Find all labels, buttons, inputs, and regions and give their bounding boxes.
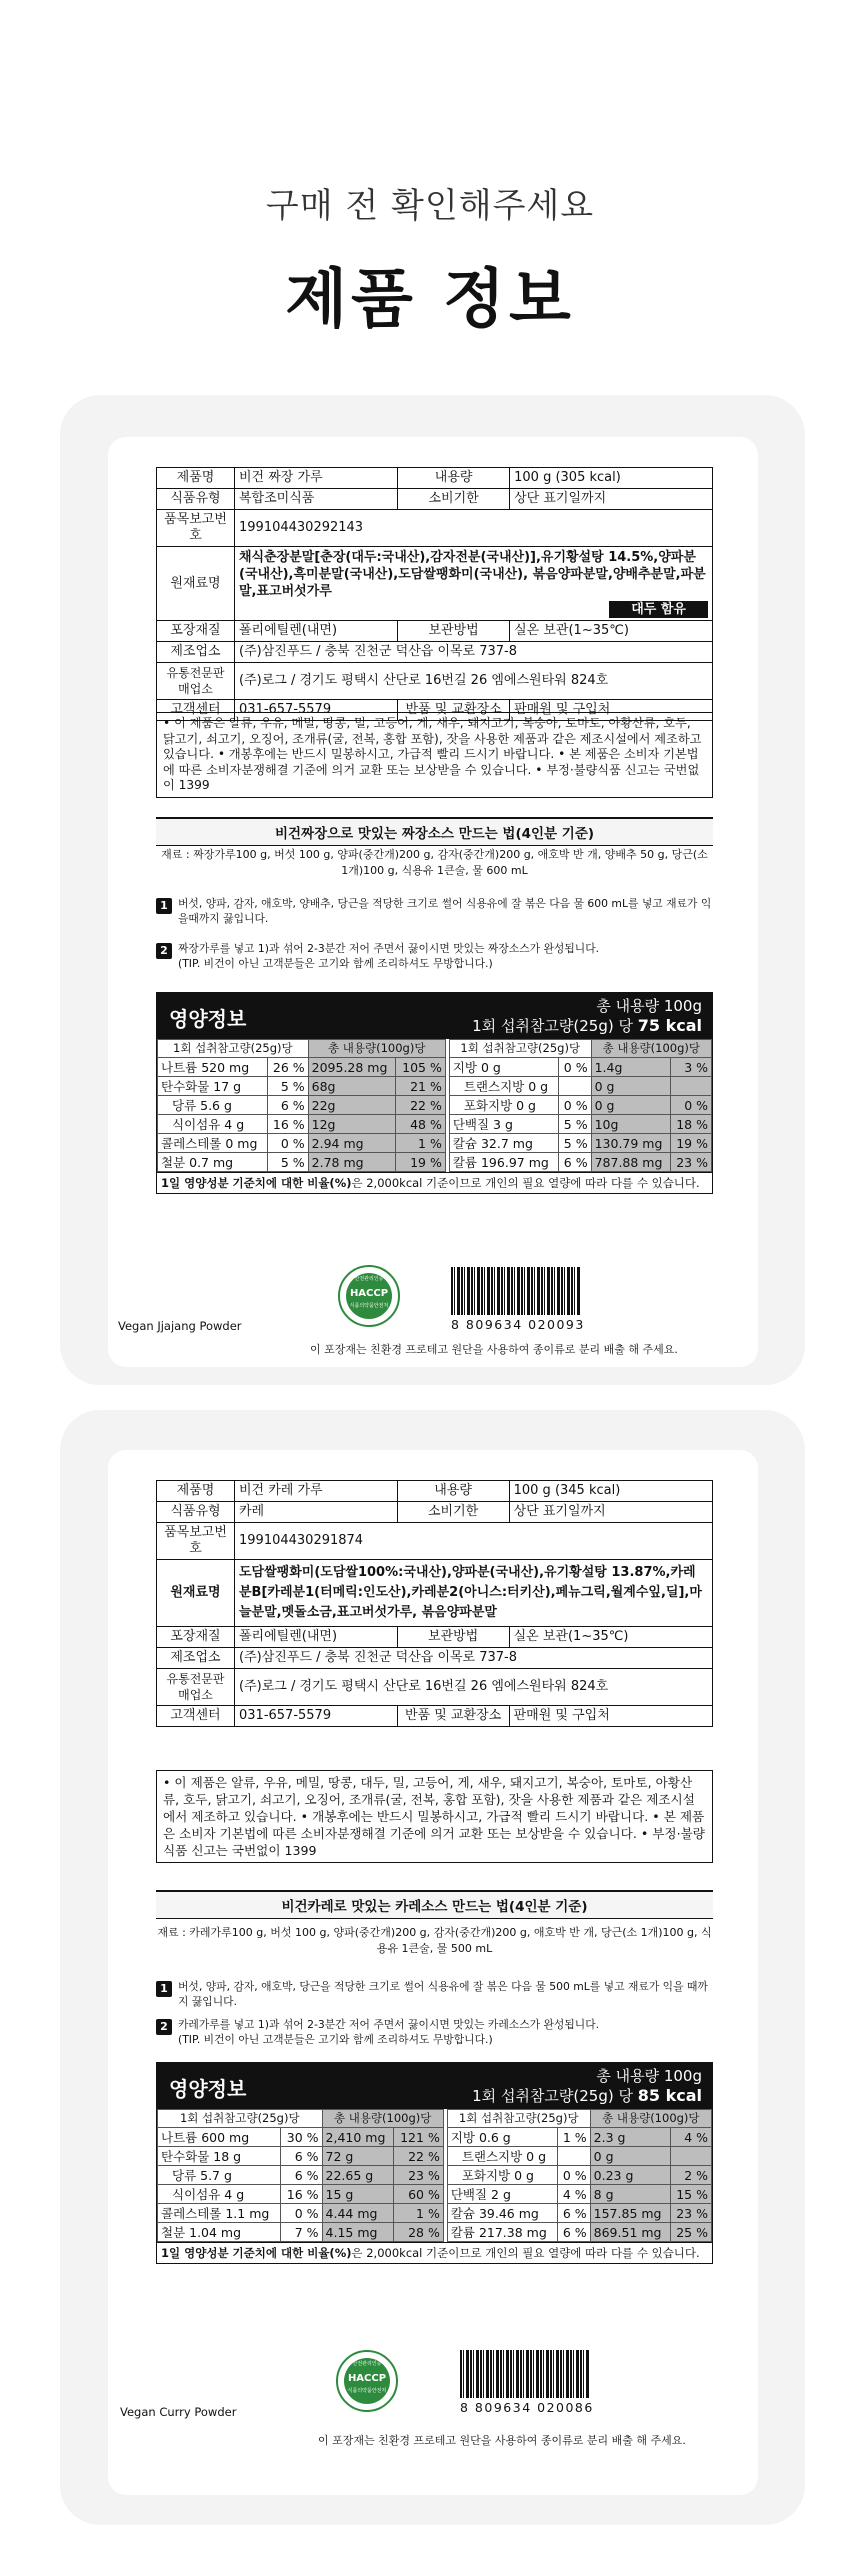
nutrient: 나트륨 600 mg [158,2128,281,2147]
step-number: 1 [156,898,172,914]
nutrient-pct: 6 % [557,2223,590,2242]
nutrient-pct: 16 % [267,1115,308,1134]
nutrient: 포화지방 0 g [447,2166,557,2185]
nutrient-pct: 5 % [267,1153,308,1172]
nutrient-pct: 0 % [558,1058,591,1077]
nutrient: 칼슘 32.7 mg [449,1134,558,1153]
nutrient: 칼륨 196.97 mg [449,1153,558,1172]
table-row [158,1096,712,1115]
nutrient-total-pct: 19 % [670,1134,711,1153]
info-key: 식품유형 [157,1502,235,1523]
barcode-number: 8 809634 020093 [451,1317,585,1332]
nutrient-total: 22g [308,1096,396,1115]
barcode-image [460,2350,590,2398]
nutrient: 당류 5.6 g [158,1096,268,1115]
nutrient: 트랜스지방 0 g [447,2147,557,2166]
nutrient-pct: 6 % [267,1096,308,1115]
nutrient-pct: 6 % [557,2204,590,2223]
nutrient-pct: 0 % [557,2166,590,2185]
table-row [158,1058,712,1077]
col-header: 1회 섭취참고량(25g)당 [449,1040,591,1058]
step-tip: (TIP. 비건이 아닌 고객분들은 고기와 함께 조리하셔도 무방합니다.) [178,2032,493,2046]
nutrition-panel [156,2062,713,2264]
col-header: 1회 섭취참고량(25g)당 [158,2110,323,2128]
page-subtitle: 구매 전 확인해주세요 [265,186,595,226]
nutrient-pct [557,2147,590,2166]
table-row [158,2223,712,2242]
footnote-text: 은 2,000kcal 기준이므로 개인의 필요 열량에 따라 다를 수 있습니다. [351,1176,700,1190]
nutrient: 철분 0.7 mg [158,1153,268,1172]
nutrient-total-pct: 121 % [393,2128,443,2147]
info-key: 제품명 [157,1481,235,1502]
recipe-step [156,2018,713,2047]
nutrient: 포화지방 0 g [449,1096,558,1115]
nutrient-total: 787.88 mg [591,1153,670,1172]
info-key: 품목보고번호 [157,510,235,547]
nutrition-serving [472,1015,702,1036]
product-distributor: (주)로그 / 경기도 평택시 산단로 16번길 26 엠에스원타워 824호 [235,663,713,700]
nutrient: 단백질 2 g [447,2185,557,2204]
table-row [158,1134,712,1153]
col-header: 총 내용량(100g)당 [590,2110,711,2128]
nutrient: 지방 0.6 g [447,2128,557,2147]
info-key: 제조업소 [157,642,235,663]
nutrient-total-pct: 28 % [393,2223,443,2242]
customer-center-phone: 031-657-5579 [235,700,398,721]
product-label [108,1450,758,2495]
nutrient-total-pct: 19 % [396,1153,446,1172]
serving-kcal: 85 kcal [637,2086,702,2105]
info-key: 포장재질 [157,1627,235,1648]
col-header: 1회 섭취참고량(25g)당 [447,2110,590,2128]
info-key: 반품 및 교환장소 [398,700,510,721]
nutrient-pct: 30 % [281,2128,322,2147]
table-row [158,1115,712,1134]
col-header: 총 내용량(100g)당 [591,1040,711,1058]
nutrient-total-pct: 60 % [393,2185,443,2204]
nutrient: 트랜스지방 0 g [449,1077,558,1096]
product-storage: 실온 보관(1~35℃) [509,1627,712,1648]
product-pouch-curry [60,1410,805,2525]
nutrient: 칼륨 217.38 mg [447,2223,557,2242]
info-key: 식품유형 [157,489,235,510]
info-key: 내용량 [397,1481,509,1502]
product-name: 비건 짜장 가루 [235,468,398,489]
info-key: 원재료명 [157,1560,235,1627]
nutrient-pct: 5 % [558,1134,591,1153]
serving-kcal: 75 kcal [637,1016,702,1035]
product-volume: 100 g (345 kcal) [509,1481,712,1502]
product-distributor: (주)로그 / 경기도 평택시 산단로 16번길 26 엠에스원타워 824호 [235,1669,713,1706]
info-key: 고객센터 [157,1706,235,1727]
nutrient-pct: 7 % [281,2223,322,2242]
customer-center-phone: 031-657-5579 [235,1706,398,1727]
table-row [158,1077,712,1096]
nutrient: 탄수화물 17 g [158,1077,268,1096]
table-row [158,2204,712,2223]
product-volume: 100 g (305 kcal) [510,468,713,489]
nutrition-table [157,2109,712,2242]
nutrient-total-pct [670,2147,711,2166]
info-key: 원재료명 [157,547,235,621]
nutrient: 식이섬유 4 g [158,1115,268,1134]
barcode-image [451,1267,581,1315]
allergy-notice: • 이 제품은 알류, 우유, 메밀, 땅콩, 대두, 밀, 고등어, 게, 새우, 돼지고기, 복숭아, 토마토, 아황산류, 호두, 닭고기, 쇠고기, 오징어, 조개류(굴, 전복, 홍합 포함), 잣을 사용한 제품과 같은 제조시설에서 제조하고 있습니다. • 개봉후에는 반드시 밀봉하시고, 가급적 빨리 드시기 바랍니다. • 본 제품은 소비자 기본법에 따른 소비자분쟁해결 기준에 의거 교환 또는 보상받을 수 있습니다. • 부정·불량식품 신고는 국번없이 1399 [156,1770,713,1863]
nutrient-total-pct: 21 % [396,1077,446,1096]
table-row [158,2166,712,2185]
col-header: 1회 섭취참고량(25g)당 [158,1040,309,1058]
step-text: 버섯, 양파, 감자, 애호박, 당근을 적당한 크기로 썰어 식용유에 잘 볶은 다음 물 500 mL를 넣고 재료가 익을 때까지 끓입니다. [178,1980,708,2008]
info-key: 고객센터 [157,700,235,721]
nutrient-total-pct: 0 % [670,1096,711,1115]
product-pouch-jjajang [60,395,805,1385]
product-expiry: 상단 표기일까지 [510,489,713,510]
nutrient-total: 0 g [591,1096,670,1115]
haccp-logo: 안전관리인증 HACCP 식품의약품안전처 [338,1265,400,1327]
info-key: 내용량 [398,468,510,489]
product-maker: (주)삼진푸드 / 충북 진천군 덕산읍 이목로 737-8 [235,1648,713,1669]
nutrition-title: 영양정보 [169,2077,247,2101]
nutrient-pct: 26 % [267,1058,308,1077]
nutrient-pct: 5 % [558,1115,591,1134]
nutrient-total-pct: 25 % [670,2223,711,2242]
nutrition-footnote [157,1172,712,1193]
nutrient-total: 157.85 mg [590,2204,670,2223]
footnote-text: 은 2,000kcal 기준이므로 개인의 필요 열량에 따라 다를 수 있습니다. [351,2246,700,2260]
nutrition-serving [472,2085,702,2106]
eco-packaging-notice: 이 포장재는 친환경 프로테고 원단을 사용하여 종이류로 분리 배출 해 주세요. [318,2434,686,2447]
product-return-place: 판매원 및 구입처 [509,1706,712,1727]
step-number: 2 [156,2019,172,2035]
nutrient-total-pct: 22 % [393,2147,443,2166]
table-row [158,2147,712,2166]
nutrient: 지방 0 g [449,1058,558,1077]
recipe-step [156,942,713,971]
nutrient-total-pct: 15 % [670,2185,711,2204]
info-key: 유통전문판매업소 [157,663,235,700]
product-label [108,437,758,1367]
nutrient-total: 0 g [591,1077,670,1096]
nutrient-total: 2095.28 mg [308,1058,396,1077]
product-name: 비건 카레 가루 [235,1481,398,1502]
step-text: 카레가루를 넣고 1)과 섞어 2-3분간 저어 주면서 끓이시면 맛있는 카레소스가 완성됩니다. [178,2018,600,2031]
nutrient-pct: 4 % [557,2185,590,2204]
nutrient: 철분 1.04 mg [158,2223,281,2242]
nutrient-total: 10g [591,1115,670,1134]
nutrition-table [157,1039,712,1172]
nutrition-header [157,993,712,1039]
nutrition-total: 총 내용량 100g [596,2067,702,2085]
nutrition-header [157,2063,712,2109]
info-key: 제품명 [157,468,235,489]
product-return-place: 판매원 및 구입처 [510,700,713,721]
step-number: 1 [156,1981,172,1997]
recipe-ingredients: 재료 : 카레가루100 g, 버섯 100 g, 양파(중간개)200 g, 감자(중간개)200 g, 애호박 반 개, 당근(소 1개)100 g, 식용유 1큰술, 물 500 mL [157,1926,712,1955]
nutrient-total-pct: 23 % [393,2166,443,2185]
nutrient-pct: 1 % [557,2128,590,2147]
nutrient-total: 0 g [590,2147,670,2166]
nutrient: 식이섬유 4 g [158,2185,281,2204]
product-packaging: 폴리에틸렌(내면) [235,1627,398,1648]
nutrient-pct: 6 % [281,2147,322,2166]
english-product-name: Vegan Jjajang Powder [118,1319,242,1333]
info-key: 소비기한 [398,489,510,510]
col-header: 총 내용량(100g)당 [322,2110,443,2128]
nutrient-total: 4.15 mg [322,2223,393,2242]
nutrient-total-pct: 4 % [670,2128,711,2147]
step-text: 버섯, 양파, 감자, 애호박, 양배추, 당근을 적당한 크기로 썰어 식용유에 잘 볶은 다음 물 600 mL를 넣고 재료가 익을때까지 끓입니다. [178,897,712,925]
info-key: 품목보고번호 [157,1523,235,1560]
nutrition-title: 영양정보 [169,1007,247,1031]
product-expiry: 상단 표기일까지 [509,1502,712,1523]
info-key: 반품 및 교환장소 [397,1706,509,1727]
step-tip: (TIP. 비건이 아닌 고객분들은 고기와 함께 조리하셔도 무방합니다.) [178,956,493,970]
nutrient-total: 68g [308,1077,396,1096]
product-info-table [156,467,713,721]
nutrient-total: 22.65 g [322,2166,393,2185]
nutrient: 당류 5.7 g [158,2166,281,2185]
recipe-title: 비건카레로 맛있는 카레소스 만드는 법(4인분 기준) [156,1890,713,1919]
info-key: 포장재질 [157,621,235,642]
nutrient-pct: 5 % [267,1077,308,1096]
nutrient-total-pct [670,1077,711,1096]
info-key: 제조업소 [157,1648,235,1669]
barcode-number: 8 809634 020086 [460,2400,594,2415]
serving-label: 1회 섭취참고량(25g) 당 [472,1017,633,1035]
nutrient-total: 869.51 mg [590,2223,670,2242]
nutrient-total-pct: 3 % [670,1058,711,1077]
nutrient-total-pct: 105 % [396,1058,446,1077]
nutrient-total: 2.94 mg [308,1134,396,1153]
nutrient-pct: 16 % [281,2185,322,2204]
nutrient-total-pct: 23 % [670,1153,711,1172]
product-materials: 채식춘장분말[춘장(대두:국내산),감자전분(국내산)],유기황설탕 14.5%,양파분(국내산),흑미분말(국내산),도담쌀팽화미(국내산), 볶음양파분말,양배추분말,파분말,표고버섯가루 [239,550,706,599]
product-maker: (주)삼진푸드 / 충북 진천군 덕산읍 이목로 737-8 [235,642,713,663]
nutrient-total: 4.44 mg [322,2204,393,2223]
nutrient-total: 1.4g [591,1058,670,1077]
nutrition-footnote [157,2242,712,2263]
info-key: 보관방법 [398,621,510,642]
allergy-notice: • 이 제품은 알류, 우유, 메밀, 땅콩, 밀, 고등어, 게, 새우, 돼지고기, 복숭아, 토마토, 아황산류, 호두, 닭고기, 쇠고기, 오징어, 조개류(굴, 전복, 홍합 포함), 잣을 사용한 제품과 같은 제조시설에서 제조하고 있습니다. • 개봉후에는 반드시 밀봉하시고, 가급적 빨리 드시기 바랍니다. • 본 제품은 소비자 기본법에 따른 소비자분쟁해결 기준에 의거 교환 또는 보상받을 수 있습니다. • 부정·불량식품 신고는 국번없이 1399 [156,712,713,798]
product-packaging: 폴리에틸렌(내면) [235,621,398,642]
nutrient-pct: 0 % [281,2204,322,2223]
nutrient: 나트륨 520 mg [158,1058,268,1077]
nutrient-total-pct: 1 % [396,1134,446,1153]
nutrient-total-pct: 2 % [670,2166,711,2185]
recipe-title: 비건짜장으로 맛있는 짜장소스 만드는 법(4인분 기준) [156,817,713,846]
nutrient-total-pct: 22 % [396,1096,446,1115]
table-row [158,1153,712,1172]
nutrient-pct: 0 % [267,1134,308,1153]
footnote-bold: 1일 영양성분 기준치에 대한 비율(%) [161,2246,352,2260]
product-materials: 도담쌀팽화미(도담쌀100%:국내산),양파분(국내산),유기황설탕 13.87%,카레분B[카레분1(터메릭:인도산),카레분2(아니스:터키산),페뉴그릭,월계수잎,딜],마늘분말,멧돌소금,표고버섯가루, 볶음양파분말 [239,1565,702,1620]
nutrient-total-pct: 18 % [670,1115,711,1134]
nutrient-pct: 0 % [558,1096,591,1115]
serving-label: 1회 섭취참고량(25g) 당 [472,2087,633,2105]
footnote-bold: 1일 영양성분 기준치에 대한 비율(%) [161,1176,352,1190]
nutrient-total-pct: 23 % [670,2204,711,2223]
nutrient: 단백질 3 g [449,1115,558,1134]
step-number: 2 [156,943,172,959]
nutrient-total: 8 g [590,2185,670,2204]
eco-packaging-notice: 이 포장재는 친환경 프로테고 원단을 사용하여 종이류로 분리 배출 해 주세요. [310,1343,678,1356]
nutrient: 콜레스테롤 0 mg [158,1134,268,1153]
recipe-step [156,897,713,926]
page-header [0,0,860,360]
nutrient-pct: 6 % [281,2166,322,2185]
haccp-logo: 안전관리인증 HACCP 식품의약품안전처 [336,2350,398,2412]
nutrient-total-pct: 1 % [393,2204,443,2223]
nutrient: 콜레스테롤 1.1 mg [158,2204,281,2223]
nutrient-total: 2,410 mg [322,2128,393,2147]
product-info-table [156,1480,713,1727]
info-key: 소비기한 [397,1502,509,1523]
page-title: 제품 정보 [285,263,575,337]
table-row [158,2185,712,2204]
step-text: 짜장가루를 넣고 1)과 섞어 2-3분간 저어 주면서 끓이시면 맛있는 짜장소스가 완성됩니다. [178,942,600,955]
nutrient: 칼슘 39.46 mg [447,2204,557,2223]
nutrient-total: 130.79 mg [591,1134,670,1153]
table-row [158,2128,712,2147]
nutrient: 탄수화물 18 g [158,2147,281,2166]
product-report-number: 19910443029​1874 [235,1523,713,1560]
recipe-step [156,1980,713,2009]
nutrition-total: 총 내용량 100g [596,997,702,1015]
english-product-name: Vegan Curry Powder [120,2405,237,2419]
nutrient-pct: 6 % [558,1153,591,1172]
nutrient-total: 12g [308,1115,396,1134]
nutrient-total: 15 g [322,2185,393,2204]
recipe-ingredients: 재료 : 짜장가루100 g, 버섯 100 g, 양파(중간개)200 g, 감자(중간개)200 g, 애호박 반 개, 양배추 50 g, 당근(소 1개)100 g, 식용유 1큰술, 물 600 mL [161,848,708,877]
product-report-number: 19910443029​2143 [235,510,713,547]
nutrient-total-pct: 48 % [396,1115,446,1134]
nutrition-panel [156,992,713,1194]
info-key: 유통전문판매업소 [157,1669,235,1706]
nutrient-total: 2.78 mg [308,1153,396,1172]
info-key: 보관방법 [397,1627,509,1648]
nutrient-pct [558,1077,591,1096]
nutrient-total: 2.3 g [590,2128,670,2147]
nutrient-total: 0.23 g [590,2166,670,2185]
product-type: 카레 [235,1502,398,1523]
col-header: 총 내용량(100g)당 [308,1040,445,1058]
allergen-badge: 대두 함유 [609,601,708,618]
product-storage: 실온 보관(1~35℃) [510,621,713,642]
nutrient-total: 72 g [322,2147,393,2166]
product-type: 복합조미식품 [235,489,398,510]
